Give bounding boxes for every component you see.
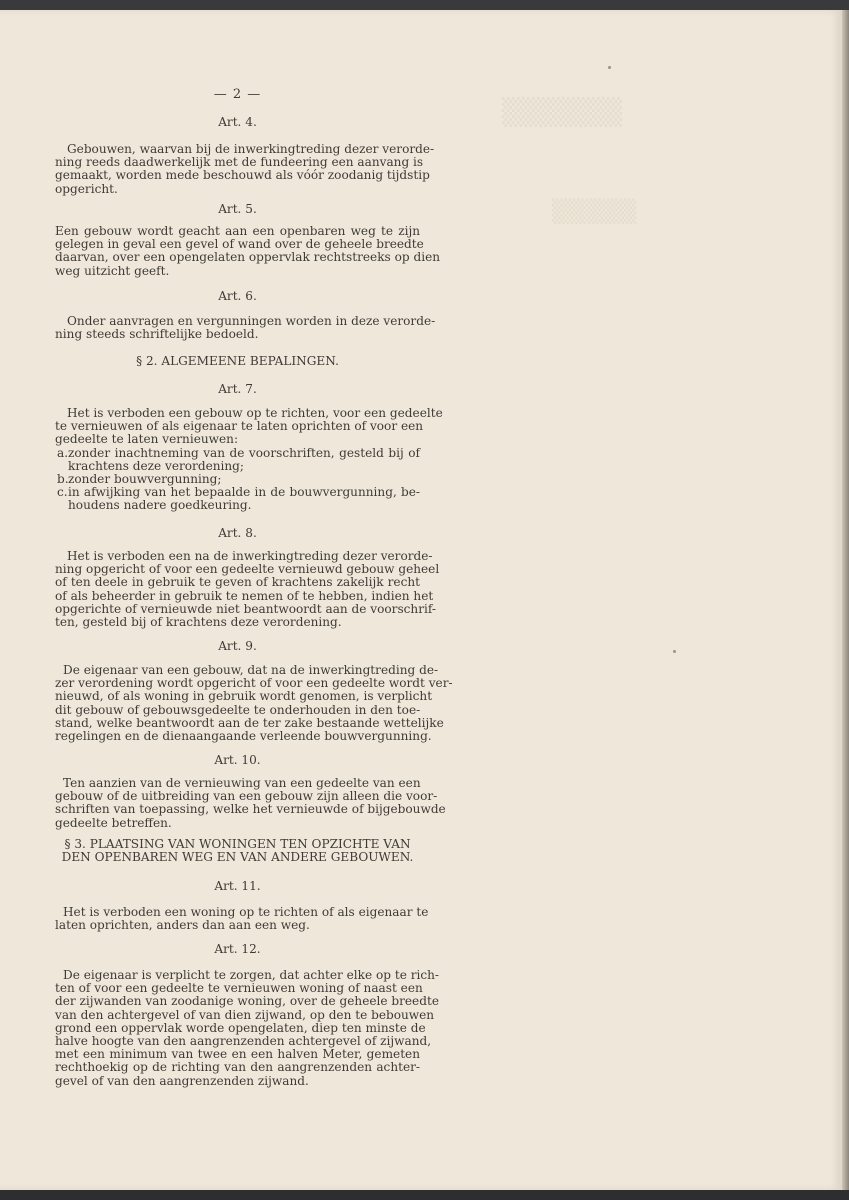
- article-heading: Art. 11.: [214, 879, 261, 893]
- text-line: gelegen in geval een gevel of wand over de geheele breedte: [55, 237, 424, 252]
- list-item: [55, 486, 420, 512]
- article-body: [55, 663, 453, 744]
- section-heading-line: § 3. PLAATSING VAN WONINGEN TEN OPZICHTE VAN: [64, 837, 411, 851]
- text-line: krachtens deze verordening;: [68, 458, 245, 473]
- text-line: of als beheerder in gebruik te nemen of te hebben, indien het: [55, 588, 434, 603]
- article-body: [55, 224, 441, 278]
- scan-border-top: [0, 0, 849, 10]
- text-line: of ten deele in gebruik te geven of krachtens zakelijk recht: [55, 575, 420, 590]
- list-marker: a.: [57, 445, 69, 460]
- text-line: zonder inachtneming van de voorschriften, gesteld bij of: [68, 445, 420, 460]
- text-line: stand, welke beantwoordt aan de ter zake bestaande wettelijke: [55, 715, 444, 730]
- text-line: De eigenaar van een gebouw, dat na de inwerkingtreding de-: [63, 663, 439, 677]
- list-item: [55, 447, 420, 473]
- text-line: schriften van toepassing, welke het vernieuwde of bijgebouwde: [55, 802, 446, 817]
- article-body: [55, 142, 435, 196]
- text-line: rechthoekig op de richting van den aangrenzenden achter-: [55, 1060, 420, 1075]
- text-line: houdens nadere goedkeuring.: [68, 498, 252, 513]
- text-line: van den achtergevel of van dien zijwand, op den te bebouwen: [55, 1007, 435, 1022]
- page-edge: [842, 10, 849, 1190]
- article-heading: Art. 9.: [218, 639, 257, 653]
- section-heading: [55, 838, 420, 864]
- text-line: regelingen en de dienaangaande verleende bouwvergunning.: [55, 729, 432, 744]
- text-line: opgerichte of vernieuwde niet beantwoordt aan de voorschrif-: [55, 601, 437, 616]
- text-line: opgericht.: [55, 181, 118, 196]
- list-marker: c.: [57, 485, 68, 500]
- text-line: gedeelte te laten vernieuwen:: [55, 432, 239, 447]
- text-line: gebouw of de uitbreiding van een gebouw zijn alleen die voor-: [55, 789, 438, 804]
- text-line: der zijwanden van zoodanige woning, over de geheele breedte: [55, 994, 439, 1009]
- text-line: ning steeds schriftelijke bedoeld.: [55, 327, 259, 342]
- article-heading: Art. 5.: [218, 202, 257, 216]
- text-line: ning reeds daadwerkelijk met de fundeering een aanvang is: [55, 155, 424, 170]
- text-line: te vernieuwen of als eigenaar te laten oprichten of voor een: [55, 419, 424, 434]
- text-line: De eigenaar is verplicht te zorgen, dat achter elke op te rich-: [63, 968, 440, 982]
- list-marker: b.: [57, 472, 69, 486]
- article-heading: Art. 6.: [218, 289, 257, 303]
- text-line: Onder aanvragen en vergunningen worden in deze verorde-: [67, 314, 436, 328]
- text-line: nieuwd, of als woning in gebruik wordt genomen, is verplicht: [55, 689, 433, 704]
- page-number: — 2 —: [213, 87, 262, 102]
- text-line: Gebouwen, waarvan bij de inwerkingtreding dezer verorde-: [67, 142, 435, 156]
- text-line: daarvan, over een opengelaten oppervlak rechtstreeks op dien: [55, 250, 441, 265]
- text-line: zer verordening wordt opgericht of voor een gedeelte wordt ver-: [55, 676, 453, 691]
- text-line: weg uitzicht geeft.: [55, 263, 170, 278]
- text-line: ning opgericht of voor een gedeelte vernieuwd gebouw geheel: [55, 562, 440, 577]
- paper-speck: [673, 650, 676, 653]
- article-body: [55, 776, 446, 830]
- text-line: halve hoogte van den aangrenzenden achtergevel of zijwand,: [55, 1034, 432, 1049]
- section-heading-line: DEN OPENBAREN WEG EN VAN ANDERE GEBOUWEN.: [61, 850, 414, 865]
- article-body: [55, 905, 429, 933]
- document-page: [0, 10, 842, 1190]
- text-line: ten of voor een gedeelte te vernieuwen woning of naast een: [55, 981, 423, 996]
- article-heading: Art. 4.: [218, 115, 257, 129]
- article-heading: Art. 10.: [214, 753, 261, 767]
- text-line: gemaakt, worden mede beschouwd als vóór zoodanig tijdstip: [55, 168, 430, 183]
- text-line: grond een oppervlak worde opengelaten, diep ten minste de: [55, 1020, 426, 1035]
- text-line: Het is verboden een woning op te richten of als eigenaar te: [63, 905, 429, 919]
- text-line: in afwijking van het bepaalde in de bouwvergunning, be-: [68, 485, 420, 500]
- text-line: met een minimum van twee en een halven Meter, gemeten: [55, 1047, 420, 1062]
- article-body: [55, 314, 436, 342]
- text-line: Het is verboden een na de inwerkingtreding dezer verorde-: [67, 549, 433, 563]
- bleed-through-mark: ▒▒▒▒▒▒: [502, 98, 622, 128]
- text-line: Een gebouw wordt geacht aan een openbaren weg te zijn: [55, 224, 420, 238]
- condition-list: [55, 447, 420, 513]
- scan-border-bottom: [0, 1190, 849, 1200]
- text-line: gevel of van den aangrenzenden zijwand.: [55, 1073, 309, 1088]
- article-heading: Art. 8.: [218, 526, 257, 540]
- text-line: gedeelte betreffen.: [55, 815, 172, 830]
- text-line: zonder bouwvergunning;: [68, 472, 222, 486]
- paper-speck: [608, 66, 611, 69]
- article-heading: Art. 7.: [218, 382, 257, 396]
- text-line: Ten aanzien van de vernieuwing van een gedeelte van een: [63, 776, 421, 790]
- text-line: dit gebouw of gebouwsgedeelte te onderhouden in den toe-: [55, 702, 421, 717]
- text-line: laten oprichten, anders dan aan een weg.: [55, 918, 310, 933]
- article-heading: Art. 12.: [214, 942, 261, 956]
- bleed-through-mark: ▒▒▒▒▒: [552, 200, 637, 225]
- article-body: [55, 406, 443, 447]
- section-heading: § 2. ALGEMEENE BEPALINGEN.: [136, 354, 339, 368]
- article-body: [55, 549, 440, 630]
- text-line: ten, gesteld bij of krachtens deze verordening.: [55, 615, 342, 630]
- article-body: [55, 968, 440, 1088]
- text-line: Het is verboden een gebouw op te richten, voor een gedeelte: [67, 406, 443, 420]
